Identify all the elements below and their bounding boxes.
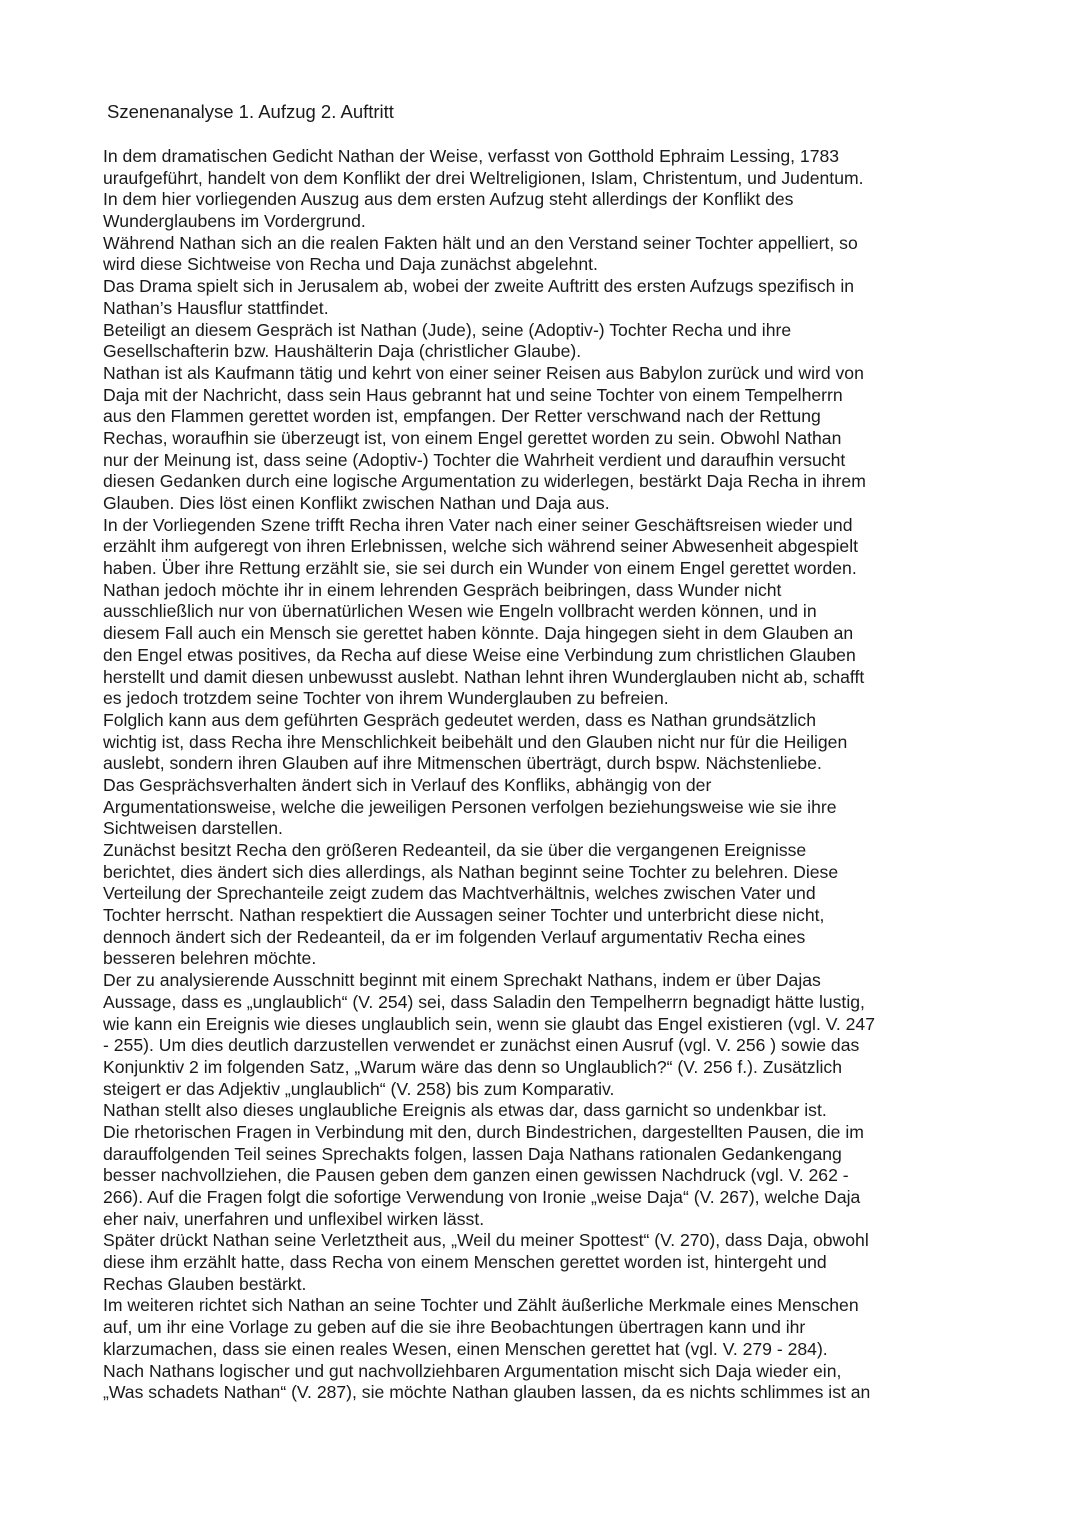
text-line: Im weiteren richtet sich Nathan an seine Tochter und Zählt äußerliche Merkmale eines Menschen	[103, 1295, 859, 1316]
text-line: Nathan jedoch möchte ihr in einem lehrenden Gespräch beibringen, dass Wunder nicht	[103, 579, 782, 600]
text-line: Die rhetorischen Fragen in Verbindung mit den, durch Bindestrichen, dargestellten Pausen, die im	[103, 1121, 864, 1142]
text-line: darauffolgenden Teil seines Sprechakts folgen, lassen Daja Nathans rationalen Gedankengang	[103, 1143, 842, 1164]
text-line: In dem dramatischen Gedicht Nathan der Weise, verfasst von Gotthold Ephraim Lessing, 1783	[103, 146, 840, 166]
text-line: In dem hier vorliegenden Auszug aus dem ersten Aufzug steht allerdings der Konflikt des	[103, 189, 794, 210]
text-line: Der zu analysierende Ausschnitt beginnt mit einem Sprechakt Nathans, indem er über Dajas	[103, 970, 821, 991]
text-line: auslebt, sondern ihren Glauben auf ihre Mitmenschen überträgt, durch bspw. Nächstenliebe.	[103, 753, 822, 774]
text-line: Verteilung der Sprechanteile zeigt zudem das Machtverhältnis, welches zwischen Vater und	[103, 883, 816, 904]
text-line: besser nachvollziehen, die Pausen geben dem ganzen einen gewissen Nachdruck (vgl. V. 262 -	[103, 1165, 849, 1186]
text-line: Sichtweisen darstellen.	[103, 818, 283, 839]
text-line: aus den Flammen gerettet worden ist, empfangen. Der Retter verschwand nach der Rettung	[103, 406, 821, 427]
text-line: Tochter herrscht. Nathan respektiert die Aussagen seiner Tochter und unterbricht diese nicht,	[103, 905, 825, 926]
text-line: Nathan ist als Kaufmann tätig und kehrt von einer seiner Reisen aus Babylon zurück und wird von	[103, 362, 864, 383]
text-line: Rechas Glauben bestärkt.	[103, 1273, 307, 1294]
text-line: Gesellschafterin bzw. Haushälterin Daja (christlicher Glaube).	[103, 341, 582, 362]
text-line: Aussage, dass es „unglaublich“ (V. 254) sei, dass Saladin den Tempelherrn begnadigt hätte lustig,	[103, 991, 865, 1012]
text-line: Während Nathan sich an die realen Fakten hält und an den Verstand seiner Tochter appelliert, so	[103, 232, 858, 253]
text-line: Argumentationsweise, welche die jeweiligen Personen verfolgen beziehungsweise wie sie ihre	[103, 796, 837, 817]
text-line: Folglich kann aus dem geführten Gespräch gedeutet werden, dass es Nathan grundsätzlich	[103, 709, 816, 730]
text-line: herstellt und damit diesen unbewusst auslebt. Nathan lehnt ihren Wunderglauben nicht ab, schafft	[103, 666, 865, 687]
text-line: Wunderglaubens im Vordergrund.	[103, 211, 366, 232]
text-line: steigert er das Adjektiv „unglaublich“ (V. 258) bis zum Komparativ.	[103, 1078, 615, 1099]
text-line: berichtet, dies ändert sich dies allerdings, als Nathan beginnt seine Tochter zu belehren. Diese	[103, 861, 839, 882]
text-line: 266). Auf die Fragen folgt die sofortige Verwendung von Ironie „weise Daja“ (V. 267), welche Daja	[103, 1187, 861, 1207]
text-line: Glauben. Dies löst einen Konflikt zwischen Nathan und Daja aus.	[103, 493, 610, 513]
text-line: auf, um ihr eine Vorlage zu geben auf die sie ihre Beobachtungen übertragen kann und ihr	[103, 1317, 806, 1338]
text-line: Daja mit der Nachricht, dass sein Haus gebrannt hat und seine Tochter von einem Tempelherrn	[103, 384, 843, 405]
text-line: erzählt ihm aufgeregt von ihren Erlebnissen, welche sich während seiner Abwesenheit abgespielt	[103, 536, 859, 557]
text-line: In der Vorliegenden Szene trifft Recha ihren Vater nach einer seiner Geschäftsreisen wieder und	[103, 514, 853, 535]
text-line: dennoch ändert sich der Redeanteil, da er im folgenden Verlauf argumentativ Recha eines	[103, 926, 806, 947]
text-line: diesem Fall auch ein Mensch sie gerettet haben könnte. Daja hingegen sieht in dem Glauben an	[103, 623, 854, 644]
text-line: diesen Gedanken durch eine logische Argumentation zu widerlegen, bestärkt Daja Recha in ihrem	[103, 471, 866, 492]
text-line: Konjunktiv 2 im folgenden Satz, „Warum wäre das denn so Unglaublich?“ (V. 256 f.). Zusätzlich	[103, 1056, 842, 1077]
text-line: uraufgeführt, handelt von dem Konflikt der drei Weltreligionen, Islam, Christentum, und Judentum.	[103, 167, 864, 188]
text-line: haben. Über ihre Rettung erzählt sie, sie sei durch ein Wunder von einem Engel gerettet worden.	[103, 558, 857, 579]
text-line: den Engel etwas positives, da Recha auf diese Weise eine Verbindung zum christlichen Glauben	[103, 644, 856, 665]
text-line: wie kann ein Ereignis wie dieses unglaublich sein, wenn sie glaubt das Engel existieren (vgl. V. 247	[103, 1013, 875, 1034]
text-line: Zunächst besitzt Recha den größeren Redeanteil, da sie über die vergangenen Ereignisse	[103, 840, 807, 860]
text-line: Nach Nathans logischer und gut nachvollziehbaren Argumentation mischt sich Daja wieder ein,	[103, 1360, 842, 1381]
document-title: Szenenanalyse 1. Aufzug 2. Auftritt	[107, 101, 394, 122]
text-line: Später drückt Nathan seine Verletztheit aus, „Weil du meiner Spottest“ (V. 270), dass Daja, obwohl	[103, 1230, 869, 1251]
text-line: klarzumachen, dass sie einen reales Wesen, einen Menschen gerettet hat (vgl. V. 279 - 284).	[103, 1338, 828, 1359]
text-line: „Was schadets Nathan“ (V. 287), sie möchte Nathan glauben lassen, da es nichts schlimmes ist an	[103, 1382, 871, 1403]
text-line: nur der Meinung ist, dass seine (Adoptiv-) Tochter die Wahrheit verdient und daraufhin versucht	[103, 449, 846, 470]
text-line: Nathan stellt also dieses unglaubliche Ereignis als etwas dar, dass garnicht so undenkbar ist.	[103, 1100, 827, 1121]
text-line: eher naiv, unerfahren und unflexibel wirken lässt.	[103, 1208, 485, 1229]
text-line: besseren belehren möchte.	[103, 948, 317, 969]
text-line: Rechas, woraufhin sie überzeugt ist, von einem Engel gerettet worden zu sein. Obwohl Nathan	[103, 427, 842, 448]
text-line: diese ihm erzählt hatte, dass Recha von einem Menschen gerettet worden ist, hintergeht und	[103, 1252, 827, 1273]
text-line: Das Drama spielt sich in Jerusalem ab, wobei der zweite Auftritt des ersten Aufzugs spezifisch in	[103, 276, 855, 297]
document-body	[103, 146, 983, 1404]
text-line: wichtig ist, dass Recha ihre Menschlichkeit beibehält und den Glauben nicht nur für die Heiligen	[103, 731, 848, 752]
text-line: ausschließlich nur von übernatürlichen Wesen wie Engeln vollbracht werden können, und in	[103, 601, 817, 622]
text-line: es jedoch trotzdem seine Tochter von ihrem Wunderglauben zu befreien.	[103, 688, 669, 709]
text-line: Beteiligt an diesem Gespräch ist Nathan (Jude), seine (Adoptiv-) Tochter Recha und ihre	[103, 319, 792, 340]
text-line: Nathan’s Hausflur stattfindet.	[103, 297, 329, 318]
text-line: Das Gesprächsverhalten ändert sich in Verlauf des Konfliks, abhängig von der	[103, 774, 712, 795]
text-line: - 255). Um dies deutlich darzustellen verwendet er zunächst einen Ausruf (vgl. V. 256 ) sowie das	[103, 1035, 860, 1056]
text-line: wird diese Sichtweise von Recha und Daja zunächst abgelehnt.	[103, 254, 598, 275]
